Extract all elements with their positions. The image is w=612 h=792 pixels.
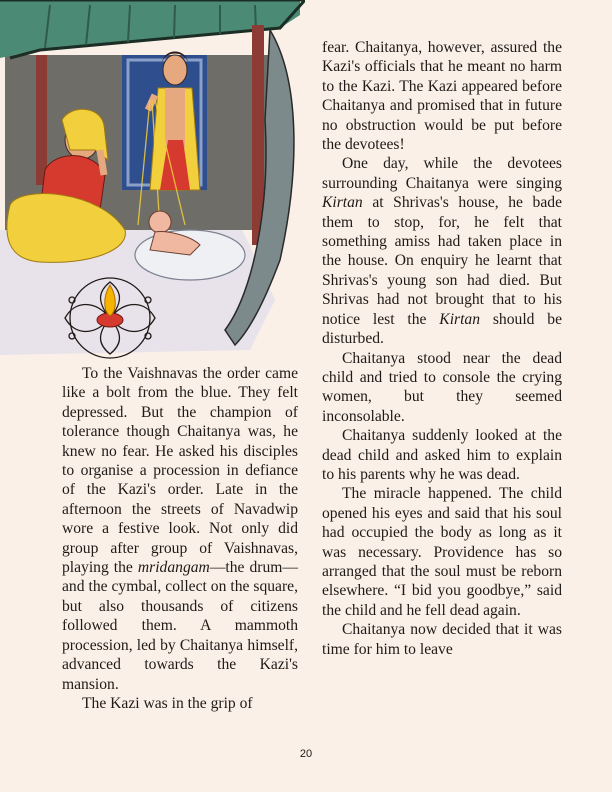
- paragraph: Chaitanya now decided that it was time for him to leave: [322, 621, 562, 658]
- paragraph: The miracle happened. The child opened his eyes and said that his soul had occupied the body as long as it was necessary. Providence has so arranged that the soul must be reborn elsewhere. “I bid you goodbye,” said the child and he fell dead again.: [322, 485, 562, 619]
- hut-post-left: [36, 55, 47, 185]
- left-text-column: [62, 364, 298, 713]
- page-number: 20: [299, 748, 313, 760]
- paragraph: One day, while the devotees surrounding Chaitanya were singing Kirtan at Shrivas's house, he bade them to stop, for, he felt that something amiss had taken place in the house. On enquiry he learnt that Shrivas's young son had died. But Shrivas had not brought that to his notice lest the Kirtan should be disturbed.: [322, 155, 562, 348]
- paragraph: The Kazi was in the grip of: [82, 694, 253, 712]
- paragraph: To the Vaishnavas the order came like a bolt from the blue. They felt depressed. But the champion of tolerance though Chaitanya was, he knew no fear. He asked his disciples to organise a procession in defiance of the Kazi's order. Late in the afternoon the streets of Navadwip wore a festive look. Not only did group after group of Vaishnavas, playing the mridangam—the drum—and the cymbal, collect on the square, but also thousands of citizens followed them. A mammoth procession, led by Chaitanya himself, advanced towards the Kazi's mansion.: [62, 365, 298, 693]
- paragraph: Chaitanya stood near the dead child and tried to console the crying women, but they seemed inconsolable.: [322, 349, 562, 425]
- right-text-column: [322, 38, 562, 659]
- paragraph: fear. Chaitanya, however, assured the Kazi's officials that he meant no harm to the Kazi. The Kazi appeared before Chaitanya and promised that in future no obstruction would be put before the devotees!: [322, 39, 562, 154]
- paragraph: Chaitanya suddenly looked at the dead child and asked him to explain to his parents why he was dead.: [322, 427, 562, 483]
- scene-illustration: [0, 0, 305, 360]
